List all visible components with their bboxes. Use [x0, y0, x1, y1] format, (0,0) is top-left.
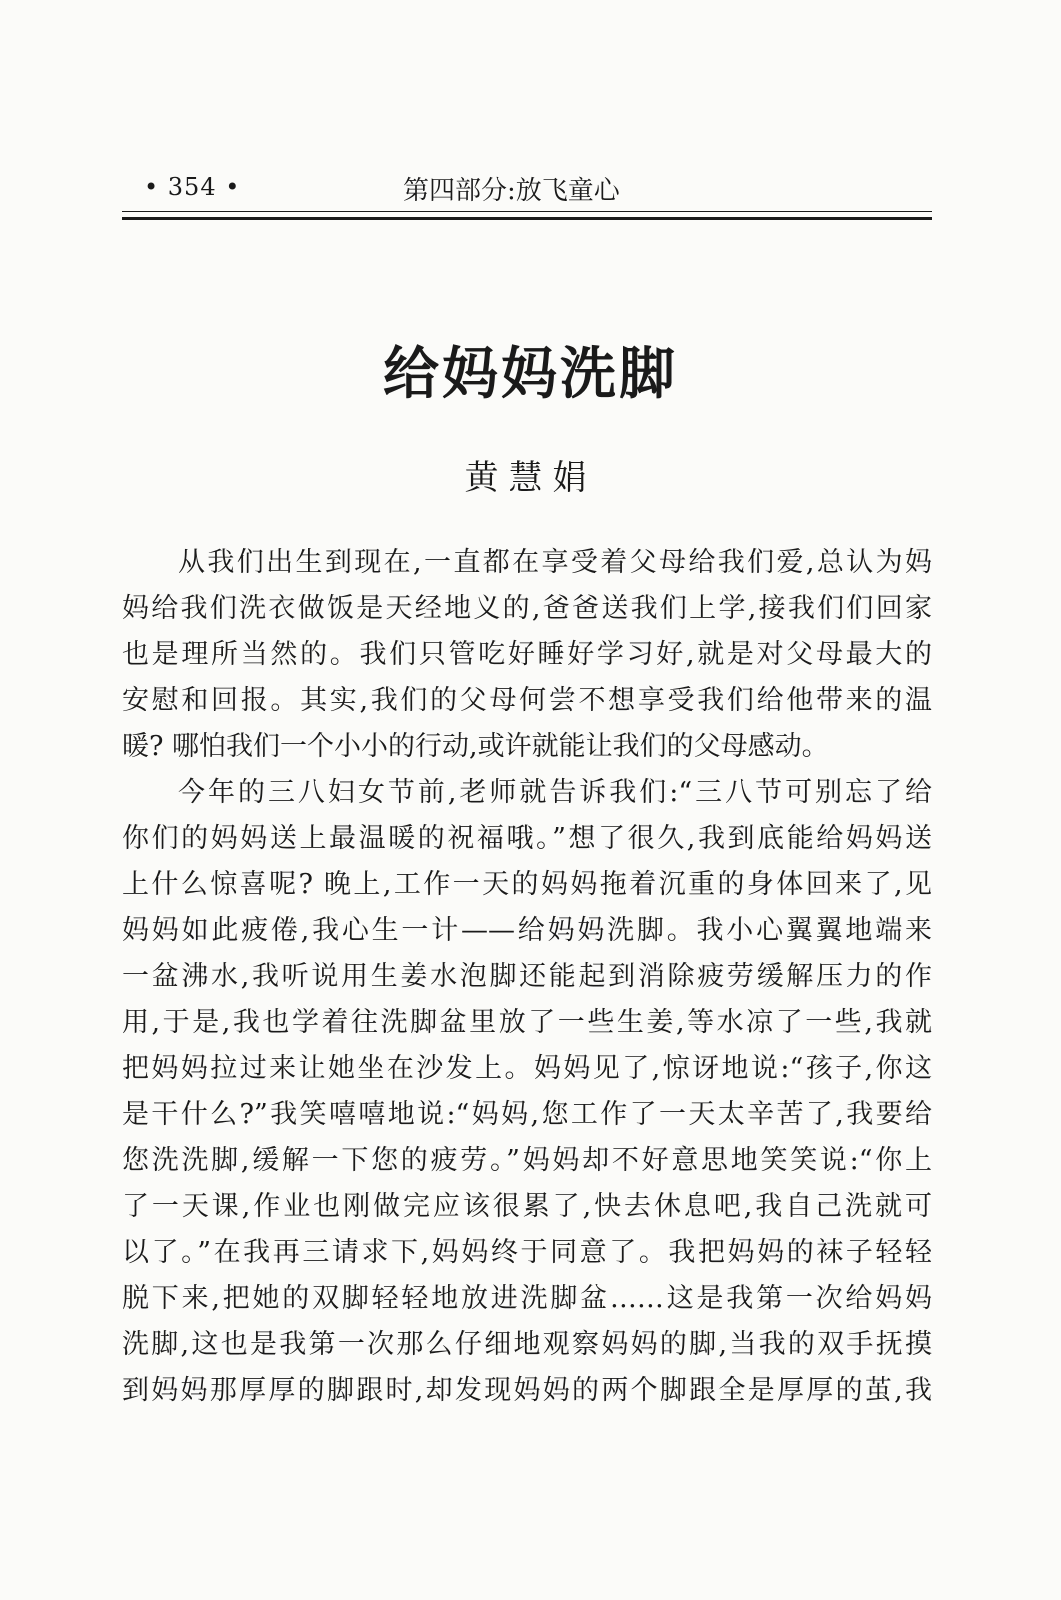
header-rule-thick	[122, 217, 932, 220]
paragraph-1-line-1: 从我们出生到现在,一直都在享受着父母给我们爱,总认为妈	[178, 547, 932, 578]
paragraph-2-line-11: 以了。”在我再三请求下,妈妈终于同意了。我把妈妈的袜子轻轻	[122, 1237, 932, 1268]
article-author: 黄慧娟	[464, 458, 597, 498]
paragraph-2-line-10: 了一天课,作业也刚做完应该很累了,快去休息吧,我自己洗就可	[122, 1191, 932, 1222]
paragraph-1-line-2: 妈给我们洗衣做饭是天经地义的,爸爸送我们上学,接我们们回家	[122, 593, 932, 624]
paragraph-2-line-14: 到妈妈那厚厚的脚跟时,却发现妈妈的两个脚跟全是厚厚的茧,我	[122, 1375, 932, 1406]
page-number: • 354 •	[144, 173, 241, 201]
paragraph-2-line-8: 是干什么?”我笑嘻嘻地说:“妈妈,您工作了一天太辛苦了,我要给	[122, 1099, 932, 1130]
paragraph-2-line-13: 洗脚,这也是我第一次那么仔细地观察妈妈的脚,当我的双手抚摸	[122, 1329, 932, 1360]
paragraph-2-line-6: 用,于是,我也学着往洗脚盆里放了一些生姜,等水凉了一些,我就	[122, 1007, 932, 1038]
paragraph-2-line-12: 脱下来,把她的双脚轻轻地放进洗脚盆……这是我第一次给妈妈	[122, 1283, 932, 1314]
running-head: 第四部分:放飞童心	[403, 176, 620, 206]
paragraph-2-line-4: 妈妈如此疲倦,我心生一计——给妈妈洗脚。我小心翼翼地端来	[122, 915, 932, 946]
paragraph-2-line-3: 上什么惊喜呢? 晚上,工作一天的妈妈拖着沉重的身体回来了,见	[122, 869, 932, 900]
paragraph-2-line-9: 您洗洗脚,缓解一下您的疲劳。”妈妈却不好意思地笑笑说:“你上	[122, 1145, 932, 1176]
paragraph-1-line-5: 暖? 哪怕我们一个小小的行动,或许就能让我们的父母感动。	[122, 731, 829, 762]
paragraph-1-line-3: 也是理所当然的。我们只管吃好睡好学习好,就是对父母最大的	[122, 639, 932, 670]
paragraph-2-line-7: 把妈妈拉过来让她坐在沙发上。妈妈见了,惊讶地说:“孩子,你这	[122, 1053, 932, 1084]
header-rule-thin	[122, 211, 932, 212]
paragraph-2-line-1: 今年的三八妇女节前,老师就告诉我们:“三八节可别忘了给	[178, 777, 932, 808]
paragraph-2-line-5: 一盆沸水,我听说用生姜水泡脚还能起到消除疲劳缓解压力的作	[122, 961, 932, 992]
article-title: 给妈妈洗脚	[383, 341, 678, 407]
article-body	[122, 540, 932, 1414]
paragraph-1-line-4: 安慰和回报。其实,我们的父母何尝不想享受我们给他带来的温	[122, 685, 932, 716]
paragraph-2-line-2: 你们的妈妈送上最温暖的祝福哦。”想了很久,我到底能给妈妈送	[122, 823, 932, 854]
